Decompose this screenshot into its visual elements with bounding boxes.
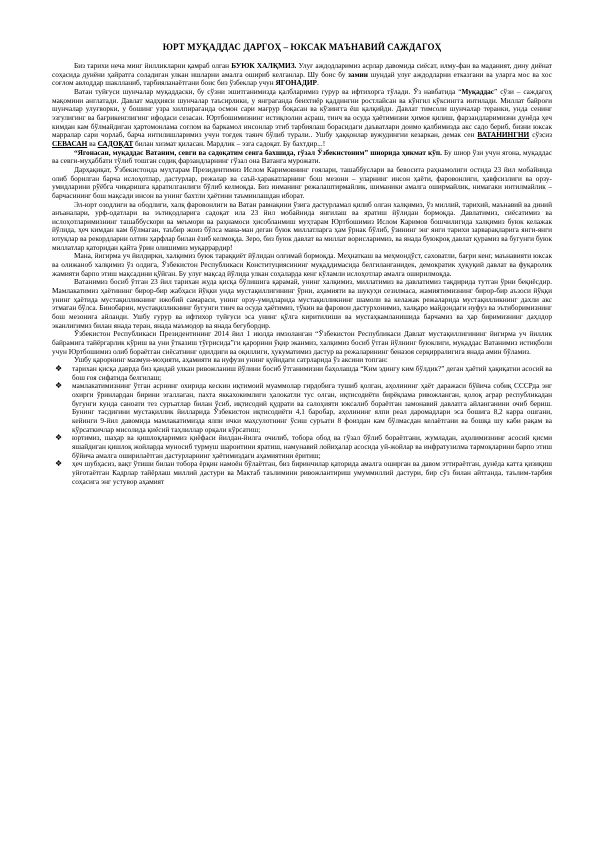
list-item: ❖ мамлакатимизнинг ўтган асрнинг охирида кескин иқтимоий муаммолар гирдобига тушиб қолган, аҳолининг ҳаёт даражаси бўйича собиқ СССРда энг охирги ўринлардан бирини эгаллаган, пахта яккахокимлиги ҳалокатли тус олган, иқтисодиёти бирёқлама ривожланган, қолоқ аграр республикадан бугунги кунда саноати тез суръатлар билан ўсиб, иқтисодий қудрати ва салоҳияти юксалиб бораётган замонавий давлатга айланганини очиб бериш. Бунинг тасдиғини мустақиллик йилларида Ўзбекистон иқтисодиёти 4,1 баробар, аҳолининг ялпи реал даромадлари эса бошига 8,2 карра ошгани, кейинги 9-йил давомида мамлакатимизда ялпи ички маҳсулотнинг ўсиш суръати 8 фоиздан кам бўлмасдан келаётгани ва бошқа шу каби рақам ва кўрсаткичлар мисолида қиёсий таҳлиллар орқали кўрсатиш; xyxy=(55,381,552,434)
list-item: ❖ тарихан қисқа даврда биз қандай улкан ривожланиш йўлини босиб ўтганимизни баҳолашда “Ким эдингу ким бўлдик?” деган ҳаётий ҳақиқатни асосий ва бош ғоя сифатида белгилаш; xyxy=(55,363,552,382)
paragraph-9: Ушбу қарорнинг мазмун-моҳияти, аҳамияти ва нуфузи унинг қуйидаги сатрларида ўз аксини топган: xyxy=(74,355,388,365)
paragraph-7: Ватанимиз босиб ўтган 23 йил тарихан жуда қисқа бўлишига қарамай, унинг халқимиз, миллатимиз ва давлатимиз тақдирида тутган ўрни беқиёсдир. Мамлакатимиз ҳаётининг бирор-бир жабҳаси йўқки унда мустақиллигининг ўрни, аҳамияти ва шукуҳи сезилмаса, жамиятимизнинг бирор-бир аъзоси йўққи унинг ҳаётида мустақилликнинг ижобий самараси, унинг орзу-умидларида мустақилликнинг шамоли ва келажак режаларида мустақилликнинг дахли акс этмаган бўлса. Бинобарин, мустақилликнинг бугунги тинч ва осуда ҳаётимиз, тўкин ва фаровон дастурхонимиз, халқаро майдондаги нуфуз ва эътиборимизнинг бош мезонига айланди. Ушбу ғурур ва ифтихор туйғуси эса унинг қўлга киритилиши ва мустаҳкамланишида барчамиз ва ҳар биримизнинг даҳлдор эканлигимиз билан янада теран, янада маъмодор ва янада бегубордир. xyxy=(52,277,552,330)
list-item: ❖ ҳеч шубҳасиз, вақт ўтиши билан тобора ёрқин намоён бўлаётган, биз биринчилар қаторида амалга оширган ва давом эттираётган, дунёда катта қизиқиш уйғотаётган Кадрлар тайёрлаш миллий дастури ва Мактаб таълимини ривожлантириш умуммиллий дастури, бир сўз билан айтганда, таълим-тарбия соҳасига энг устувор аҳамият xyxy=(55,459,552,486)
list-item: ❖ юртимиз, шаҳар ва қишлоқларимиз қиёфаси йилдан-йилга очилиб, тобора обод ва гўзал бўлиб бораётгани, жумладан, аҳолимизнинг асосий қисми яшайдиган қишлоқ жойларда муносиб турмуш шароитини яратиш, намунавий лойиҳалар асосида уй-жойлар ва инфратузилма тармоқларини барпо этиш бўйича амалга оширилаётган дастурларнинг ҳаётимиздаги аҳамиятини ёритиш; xyxy=(55,433,552,460)
paragraph-6: Мана, йигирма уч йилдирки, халқимиз буюк тараққиёт йўлидан олғимай бормоқда. Меҳнаткаш ва меҳмондўст, саховатли, бағри кенг, маънавияти юксак ва олижаноб халқимиз ўз олдига, Ўзбекистон Республикаси Конституциясининг муқаддимасида белгиланганидек, демократик ҳуқуқий давлат ва фуқаролик жамияти барпо этиш мақсадини қўйган. Бу улуғ мақсад йўлида улкан соҳаларда кенг кўламли ислоҳотлар амалга оширилмоқда. xyxy=(52,251,552,278)
document-title: ЮРТ МУҚАДДАС ДАРГОҲ – ЮКСАК МАЪНАВИЙ САЖДАГОҲ xyxy=(162,42,442,52)
paragraph-2: Ватан туйғуси шунчалар муқаддаски, бу сўзни эшитганимизда қалбларимиз гурур ва ифтихорга тўлади. Ўз навбатида “Муқаддас” сўзи – саждагоҳ мақомини англатади. Давлат мадҳияси шунчалар таъсирлики, у янграганда беихтиёр қаддингни ростлайсан ва кўнгил кўксингга интилади. Миллат байроғи шунчалар улуғворки, у бошинг узра хилпираганда осмон сари мағрур боқасан ва кўзингга ёш қалқийди. Давлат тимсоли шунчалар теранки, унда сенинг эзгулигинг ва бағрикенглигинг ифодаси сезасан. Юртбошимизнинг истиқлолни асраш, тинч ва осуда ҳаётимизни ҳимоя қилиш, фарзандларимизни дунёда ҳеч кимдан кам бўлмайдиган ҳартомонлама соғлом ва баркамол инсонлар этиб тарбиялаш борасидаги даъватлари доимо қалбимизда акс садо бериб, бизни юксак марралар сари чорлаб, барча интилишларимиз учун тоғдек таянч бўлиб турали.. Ушбу ҳаққонлар вужудингни кезаркан, демак сен ВАТАНИНГНИ сўзсиз СЕВАСАН ва САДОҚАТ билан хизмат қиласан. Мардлик – эзга садоқат. Бу бахтдир...! xyxy=(52,86,553,148)
paragraph-4: Дарҳақиқат, Ўзбекистонда муҳтарам Президентимиз Ислом Каримовнинг ғоялари, ташаббуслари ва бевосита раҳнамолиги остида 23 йил мобайнида олиб борилган барча ислоҳотлар, дастурлар, режалар ва саъй-ҳаракатларнинг бош мезони – уларнинг инсон ҳаёти, фаровонлиги, ҳавфсизлиги ва орзу-умидларини рўёбга чиқаришга қаратилганлиги бўлиб келмоқда. Биз инманинг режалаштирмайлик, шиманики амалга оширмайлик, нимагаки интилмайлик – барчасининг бош мақсади инсон ва унинг бахтли ҳаётини таъминлашдан иборат. xyxy=(52,164,552,200)
diamond-bullet-icon: ❖ xyxy=(55,381,63,391)
paragraph-8: Ўзбекистон Республикаси Президентининг 2014 йил 1 июлда имзоланган “Ўзбекистон Республикаси Давлат мустақиллигининг йигирма уч йиллик байрамига тайёргарлик кўриш ва уни ўтказиш тўғрисида”ги қарорини ўқир эканмиз, халқимиз босиб ўтган йўлнинг буюклиги, муқаддас Ватанимиз истиқболи учун Юртбошимиз олиб бораётган сиёсатнинг одилдиги ва оқиллиги, ҳукуматимиз дастур ва режаларининг беназоя серқирралигига янада амин бўламиз. xyxy=(52,329,552,356)
diamond-bullet-icon: ❖ xyxy=(55,459,63,469)
diamond-bullet-icon: ❖ xyxy=(55,363,63,373)
bullet-list xyxy=(52,365,552,486)
paragraph-5: Эл-юрт озодлиги ва ободлиги, халқ фаровонлиги ва Ватан равнақини ўзига дастурламал қилиб олган халқимиз, ўз миллий, тарихий, маънавий ва диний анъаналари, урф-одатлари ва эътиқодларига садоқат ила 23 йил мобайнида янгилаш ва яратиш йўлидан бормоқда. Давлатимиз, сиёсатимиз ва ислоҳотларимизнинг ташаббускори ва меъмори ва раҳнамоси ҳисобланмиш муҳтарам Юртбошимиз Ислом Каримов бошчилигида халқимиз буюк келажак йўлида, ҳеч кимдан кам бўлмаган, таъбир жоиз бўлса мана-ман деган буюк миллатларга ҳам ўрнак бўлиб, ўзининг энг янги тарихи зарварақларига янги-янги ютуқлар ва рекордларни олтин ҳарфлар билан ёзиб келмоқда. Зеро, биз буюк давлат ва миллат ворисларимиз, ва янада буюкроқ давлат қурамиз ва бугунги буюк миллатлар қаторидан қайта ўрин олишимиз муқаррардир! xyxy=(52,199,552,252)
paragraph-1: Биз тарихи неча минг йилликларни қамраб олган БУЮК ХАЛҚМИЗ. Улуғ аждодларимиз асрлар давомида сиёсат, илму-фан ва маданият, дину диёнат соҳасида дунёни ҳайратга соладиган улкан ишларни амалга ошириб келганлар. Шу боис бу замин шундай улуғ аждодларни етказгани ва уларга мос ва хос соғлом авлоддар шаклланиб, тарбияланаётгани боис биз ўзбеклар учун ЯГОНАДИР. xyxy=(52,61,553,88)
diamond-bullet-icon: ❖ xyxy=(55,433,63,443)
paragraph-3-slogan: “Ягонасан, муқаддас Ватаним, севги ва садоқатим сенга бахшида, гўзал Ўзбекистоним” шиорида ҳикмат кўп. Бу шиор ўзи учун ягона, муқаддас ва севги-муҳаббати тўлиб тошган содиқ фарзандларнинг гўзал она Ватанга мурожати. xyxy=(52,147,552,166)
